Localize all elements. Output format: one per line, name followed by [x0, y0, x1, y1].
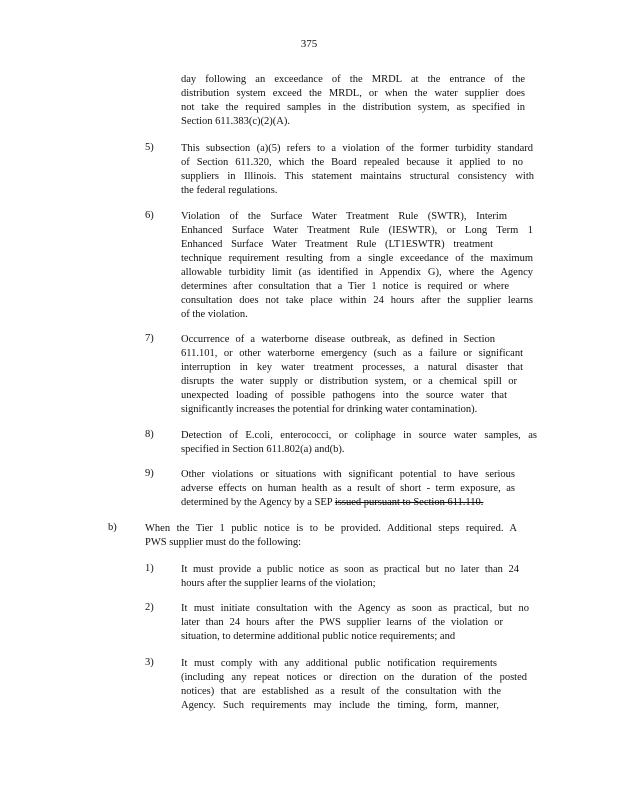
text-line: Other violations or situations with significant potential to have serious — [181, 469, 515, 480]
text-line: 611.101, or other waterborne emergency (such as a failure or significant — [181, 348, 523, 359]
text-line: allowable turbidity limit (as identified in Appendix G), where the Agency — [181, 267, 533, 278]
item-number: 2) — [145, 602, 154, 613]
text-line: It must provide a public notice as soon as practical but no later than 24 — [181, 564, 519, 575]
text-line: of Section 611.320, which the Board repealed because it applied to no — [181, 157, 523, 168]
item-number: 7) — [145, 333, 154, 344]
text-line: This subsection (a)(5) refers to a violation of the former turbidity standard — [181, 143, 533, 154]
text-line: adverse effects on human health as a result of short - term exposure, as — [181, 483, 515, 494]
text-line-kept: determined by the Agency by a SEP — [181, 497, 333, 508]
text-line: determines after consultation that a Tier 1 notice is required or where — [181, 281, 509, 292]
text-line: day following an exceedance of the MRDL at the entrance of the — [181, 74, 525, 85]
item-number: 3) — [145, 657, 154, 668]
text-line: Occurrence of a waterborne disease outbreak, as defined in Section — [181, 334, 495, 345]
text-line: consultation does not take place within 24 hours after the supplier learns — [181, 295, 533, 306]
text-line: Agency. Such requirements may include the timing, form, manner, — [181, 700, 499, 711]
text-line: It must initiate consultation with the Agency as soon as practical, but no — [181, 603, 529, 614]
text-line: situation, to determine additional public notice requirements; and — [181, 631, 456, 642]
text-line: Section 611.383(c)(2)(A). — [181, 116, 290, 127]
text-line: not take the required samples in the distribution system, as specified in — [181, 102, 525, 113]
item-number: 5) — [145, 142, 154, 153]
text-line: significantly increases the potential for drinking water contamination). — [181, 404, 478, 415]
item-number: 1) — [145, 563, 154, 574]
text-line: Enhanced Surface Water Treatment Rule (LT1ESWTR) treatment — [181, 239, 493, 250]
page-number: 375 — [300, 38, 318, 50]
text-line — [181, 496, 483, 510]
text-line: Detection of E.coli, enterococci, or coliphage in source water samples, as — [181, 430, 537, 441]
text-line: interruption in key water treatment processes, a natural disaster that — [181, 362, 523, 373]
text-line: of the violation. — [181, 309, 248, 320]
text-line: technique requirement resulting from a single exceedance of the maximum — [181, 253, 533, 264]
struck-text: issued pursuant to Section 611.110. — [334, 497, 484, 508]
item-number: 8) — [145, 429, 154, 440]
text-line: disrupts the water supply or distribution system, or a chemical spill or — [181, 376, 517, 387]
text-line: It must comply with any additional public notification requirements — [181, 658, 497, 669]
text-line: notices) that are established as a result of the consultation with the — [181, 686, 501, 697]
text-line: specified in Section 611.802(a) and(b). — [181, 444, 345, 455]
item-number: 9) — [145, 468, 154, 479]
text-line: Violation of the Surface Water Treatment Rule (SWTR), Interim — [181, 211, 507, 222]
text-line: distribution system exceed the MRDL, or when the water supplier does — [181, 88, 525, 99]
text-line: later than 24 hours after the PWS supplier learns of the violation or — [181, 617, 503, 628]
text-line: hours after the supplier learns of the violation; — [181, 578, 376, 589]
text-line: suppliers in Illinois. This statement maintains structural consistency with — [181, 171, 534, 182]
text-line: Enhanced Surface Water Treatment Rule (IESWTR), or Long Term 1 — [181, 225, 533, 236]
text-line: (including any repeat notices or direction on the duration of the posted — [181, 672, 527, 683]
text-line: PWS supplier must do the following: — [145, 537, 302, 548]
text-line: the federal regulations. — [181, 185, 278, 196]
section-label: b) — [108, 522, 117, 533]
text-line: unexpected loading of possible pathogens into the source water that — [181, 390, 507, 401]
item-number: 6) — [145, 210, 154, 221]
text-line: When the Tier 1 public notice is to be provided. Additional steps required. A — [145, 523, 517, 534]
